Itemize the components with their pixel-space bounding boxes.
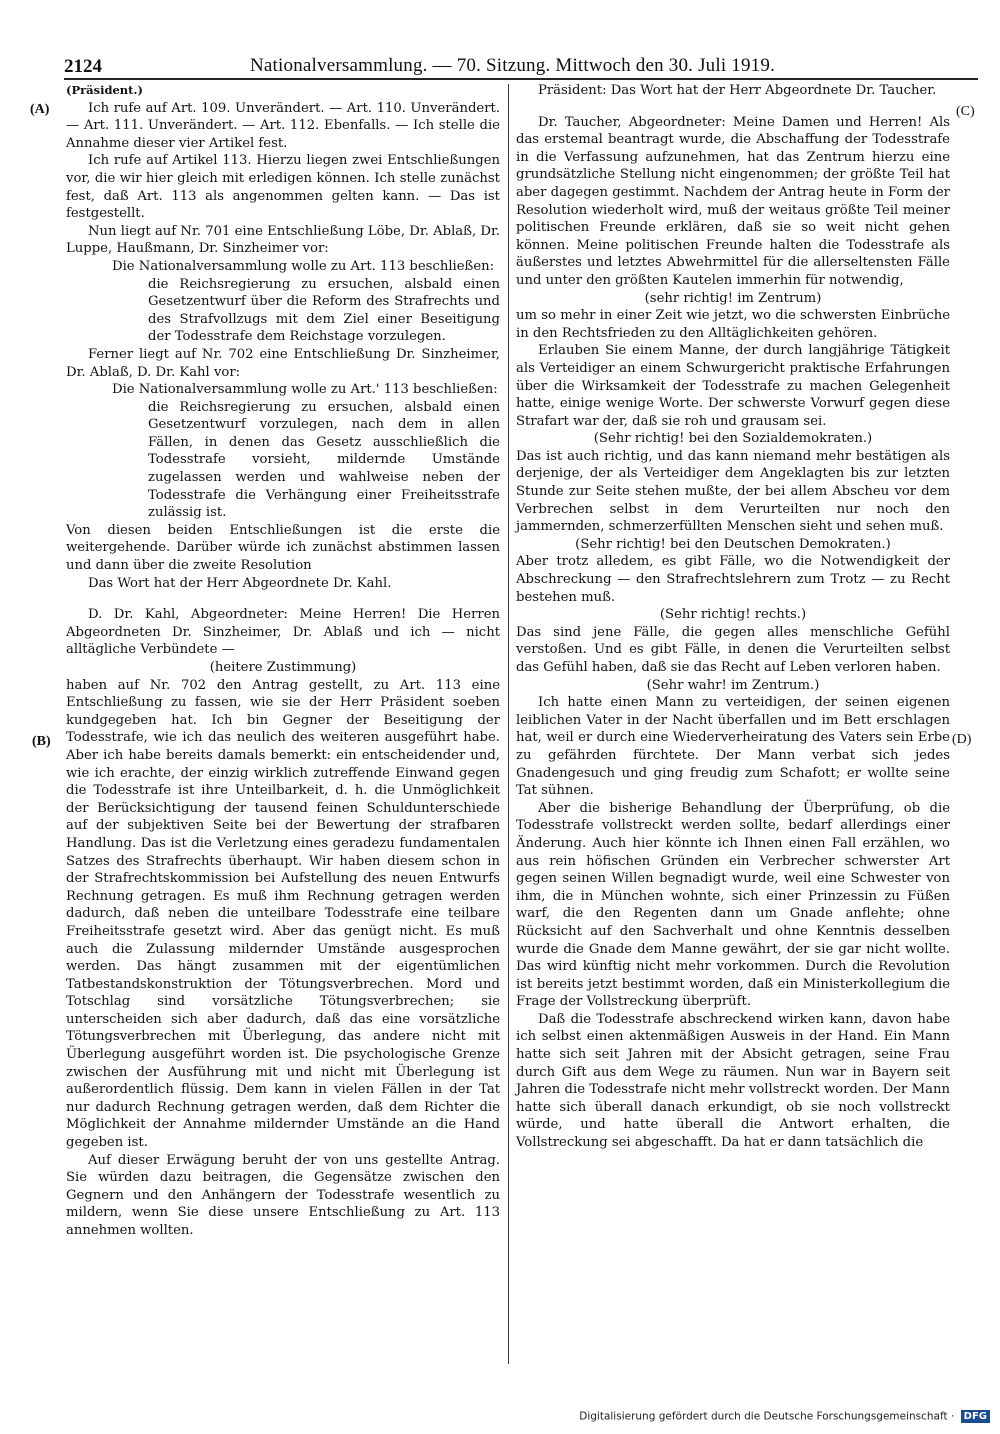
dfg-logo: DFG [961, 1410, 990, 1423]
paragraph: (Sehr richtig! bei den Sozialdemokraten.) [593, 431, 873, 447]
paragraph: Ferner liegt auf Nr. 702 eine Entschließung Dr. Sinzheimer, Dr. Ablaß, D. Dr. Kahl vor: [66, 346, 500, 380]
left-column [66, 82, 500, 1240]
paragraph: Die Nationalversammlung wolle zu Art.' 113 beschließen: [112, 382, 498, 398]
page-number: 2124 [64, 56, 102, 77]
right-column [516, 82, 950, 1152]
page-header [64, 50, 976, 80]
paragraph: Ich rufe auf Art. 109. Unverändert. — Art. 110. Unverändert. — Art. 111. Unverändert. — Art. 112. Ebenfalls. — Ich stelle die Annahme dieser vier Artikel fest. [66, 100, 500, 151]
paragraph: die Reichsregierung zu ersuchen, alsbald einen Gesetzentwurf über die Reform des Strafrechts und des Strafvollzugs mit dem Ziel einer Beseitigung der Todesstrafe dem Reichstage vorzulegen. [148, 276, 500, 345]
paragraph: (heitere Zustimmung) [209, 660, 357, 675]
paragraph: (sehr richtig! im Zentrum) [644, 290, 822, 306]
header-rule [64, 78, 978, 80]
paragraph: Die Nationalversammlung wolle zu Art. 113 beschließen: [112, 258, 495, 274]
paragraph: Das Wort hat der Herr Abgeordnete Dr. Kahl. [88, 575, 392, 591]
paragraph: die Reichsregierung zu ersuchen, alsbald einen Gesetzentwurf vorzulegen, nach dem in allen Fällen, in denen das Gesetz ausschließlich die Todesstrafe vorsieht, mildernde Umstände zugelassen werden und wahlweise neben der Todesstrafe die Verhängung einer Freiheitsstrafe zulässig ist. [148, 399, 500, 521]
paragraph: Ich hatte einen Mann zu verteidigen, der seinen eigenen leiblichen Vater in der Nacht überfallen und im Bett erschlagen hat, weil er durch eine Wiederverheiratung des Vaters sein Erbe zu gefährden fürchtete. Der Mann verbat sich jedes Gnadengesuch und ging freudig zum Schafott; er wollte seine Tat sühnen. [516, 695, 950, 799]
margin-marker-c: (C) [956, 104, 975, 119]
paragraph: Dr. Taucher, Abgeordneter: Meine Damen und Herren! Als das erstemal beantragt wurde, die Abschaffung der Todesstrafe in die Verfassung aufzunehmen, hat das Zentrum hierzu eine grundsätzliche Stellung nicht eingenommen; der größte Teil hat aber dagegen gestimmt. Nachdem der Antrag heute in Form der Resolution wiederholt wird, muß der weitaus größte Teil meiner politischen Freunde erklären, daß sie so weit nicht gehen können. Meine politischen Freunde halten die Todesstrafe als äußerstes und letztes Abwehrmittel für die allerseltensten Fälle und unter den größten Kautelen immerhin für notwendig, [516, 114, 950, 288]
paragraph: Aber die bisherige Behandlung der Überprüfung, ob die Todesstrafe vollstreckt werden sollte, bedarf allerdings einer Änderung. Auch hier könnte ich Ihnen einen Fall erzählen, wo aus rein höfischen Gründen ein Verbrecher schwerster Art gegen seinen Willen begnadigt wurde, weil eine Schwester von ihm, die in München wohnte, sich einer Prinzessin zu Füßen warf, die den Regenten dann um Gnade anflehte; ohne Rücksicht auf den Sachverhalt und ohne Kenntnis desselben wurde die Gnade dem Manne gewährt, der sie gar nicht wollte. Das wird künftig nicht mehr vorkommen. Durch die Revolution ist bereits jetzt bestimmt worden, daß ein Ministerkollegium die Frage der Vollstreckung überprüft. [516, 800, 950, 1010]
margin-marker-d: (D) [952, 732, 972, 747]
paragraph: (Sehr richtig! rechts.) [659, 607, 807, 623]
paragraph: D. Dr. Kahl, Abgeordneter: Meine Herren! Die Herren Abgeordneten Dr. Sinzheimer, Dr. Ablaß und ich — nicht alltägliche Verbündete — [66, 607, 500, 658]
paragraph: Nun liegt auf Nr. 701 eine Entschließung Löbe, Dr. Ablaß, Dr. Luppe, Haußmann, Dr. Sinzheimer vor: [66, 223, 500, 257]
footer-credit [579, 1410, 990, 1423]
column-rule [508, 84, 509, 1364]
paragraph: Das ist auch richtig, und das kann niemand mehr bestätigen als derjenige, der als Verteidiger dem Angeklagten bis zur letzten Stunde zur Seite stehen mußte, der bei allem Abscheu vor dem Verbrechen selbst in dem Verurteilten nur noch den jammernden, schmerzerfüllten Menschen sieht und sehen muß. [516, 448, 950, 535]
footer-text: Digitalisierung gefördert durch die Deutsche Forschungsgemeinschaft · [579, 1410, 955, 1423]
paragraph: Erlauben Sie einem Manne, der durch langjährige Tätigkeit als Verteidiger an einem Schwurgericht praktische Erfahrungen über die Wirksamkeit der Todesstrafe zu machen Gelegenheit hatte, einige wenige Worte. Der schwerste Vorwurf gegen diese Strafart war der, daß sie roh und grausam sei. [516, 343, 950, 429]
paragraph: Ich rufe auf Artikel 113. Hierzu liegen zwei Entschließungen vor, die wir hier gleich mit erledigen können. Ich stelle zunächst fest, daß Art. 113 als angenommen gelten kann. — Das ist festgestellt. [66, 153, 500, 222]
margin-marker-b: (B) [32, 734, 51, 749]
paragraph: (Sehr richtig! bei den Deutschen Demokraten.) [575, 536, 891, 552]
paragraph: Präsident: Das Wort hat der Herr Abgeordnete Dr. Taucher. [538, 83, 937, 98]
paragraph: Das sind jene Fälle, die gegen alles menschliche Gefühl verstoßen. Und es gibt Fälle, in denen die Verurteilten selbst das Gefühl haben, daß sie das Recht auf Leben verloren haben. [516, 624, 950, 675]
paragraph: Daß die Todesstrafe abschreckend wirken kann, davon habe ich selbst einen aktenmäßigen Ausweis in der Hand. Ein Mann hatte sich seit Jahren mit der Absicht getragen, seine Frau durch Gift aus dem Wege zu räumen. Nun war in Bayern seit Jahren die Todesstrafe nicht mehr vollstreckt worden. Der Mann hatte sich überall danach erkundigt, ob sie noch vollstreckt würde, und hatte überall die Antwort erhalten, die Vollstreckung sei abgeschafft. Da hat er dann tatsächlich die [516, 1011, 950, 1151]
paragraph: (Präsident.) [66, 83, 143, 97]
paragraph: (Sehr wahr! im Zentrum.) [646, 677, 820, 693]
margin-marker-a: (A) [30, 102, 50, 117]
paragraph: Auf dieser Erwägung beruht der von uns gestellte Antrag. Sie würden dazu beitragen, die Gegensätze zwischen den Gegnern und den Anhängern der Todesstrafe wesentlich zu mildern, wenn Sie diese unsere Entschließung zu Art. 113 annehmen wollten. [66, 1152, 500, 1238]
paragraph: haben auf Nr. 702 den Antrag gestellt, zu Art. 113 eine Entschließung zu fassen, wie sie der Herr Präsident soeben kundgegeben hat. Ich bin Gegner der Beseitigung der Todesstrafe, wie ich das neulich des weiteren ausgeführt habe. Aber ich habe bereits damals bemerkt: ein entscheidender und, wie ich erachte, der einzig wirklich zutreffende Einwand gegen die Todesstrafe ist ihre Unteilbarkeit, d. h. die Unmöglichkeit der Berücksichtigung der tausend feinen Schuldunterschiede auf der subjektiven Seite bei der Bewertung der strafbaren Handlung. Das ist die Verletzung eines geradezu fundamentalen Satzes des Strafrechts überhaupt. Wir haben diesem schon in der Strafrechtskommission bei Aufstellung des neuen Entwurfs Rechnung getragen. Es muß ihm Rechnung getragen werden dadurch, daß neben die unteilbare Todesstrafe eine teilbare Freiheitsstrafe gesetzt wird. Aber das genügt nicht. Es muß auch die Zulassung mildernder Umstände ausgesprochen werden. Das hängt zusammen mit der eigentümlichen Tatbestandskonstruktion der Tötungsverbrechen. Mord und Totschlag sind vorsätzliche Tötungsverbrechen; sie unterscheiden sich aber dadurch, daß das eine vorsätzliche Tötungsverbrechen mit Überlegung, das andere nicht mit Überlegung ausgeführt worden ist. Die psychologische Grenze zwischen der Ausführung mit und nicht mit Überlegung ist außerordentlich flüssig. Dem kann in vielen Fällen in der Tat nur dadurch Rechnung getragen werden, daß dem Richter die Möglichkeit der Annahme mildernder Umstände an die Hand gegeben ist. [66, 677, 500, 1151]
paragraph: Von diesen beiden Entschließungen ist die erste die weitergehende. Darüber würde ich zunächst abstimmen lassen und dann über die zweite Resolution [66, 522, 500, 574]
paragraph: Aber trotz alledem, es gibt Fälle, wo die Notwendigkeit der Abschreckung — den Strafrechtslehrern zum Trotz — zu Recht bestehen muß. [516, 554, 950, 605]
paragraph: um so mehr in einer Zeit wie jetzt, wo die schwersten Einbrüche in den Rechtsfrieden zu den Alltäglichkeiten gehören. [516, 308, 950, 341]
running-head: Nationalversammlung. — 70. Sitzung. Mittwoch den 30. Juli 1919. [250, 55, 776, 76]
